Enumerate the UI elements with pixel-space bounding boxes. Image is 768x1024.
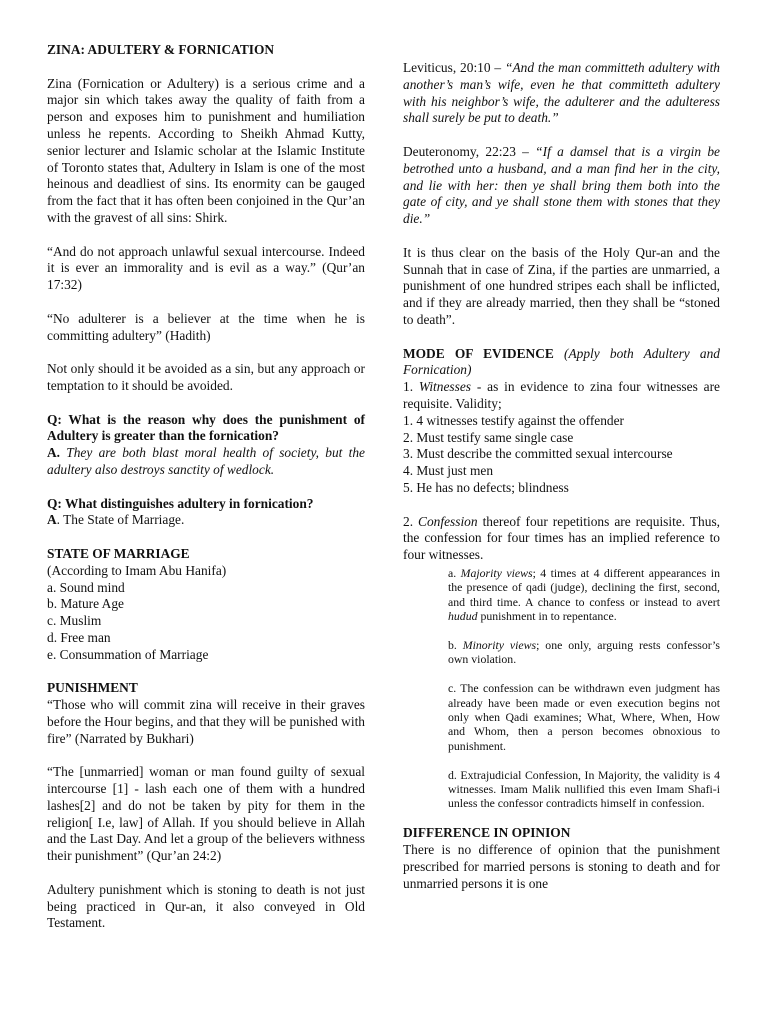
list-item: b. Mature Age bbox=[47, 596, 124, 612]
bukhari-quote: “Those who will commit zina will receive in their graves before the Hour begins, and that they will be punished with fire” (Narrated by Bukhari) bbox=[47, 697, 365, 746]
hadith-quote: “No adulterer is a believer at the time when he is committing adultery” (Hadith) bbox=[47, 310, 365, 343]
list-item: e. Consummation of Marriage bbox=[47, 646, 209, 662]
witnesses-paragraph: 1. Witnesses - as in evidence to zina four witnesses are requisite. Validity; bbox=[403, 379, 720, 411]
old-testament-paragraph: Adultery punishment which is stoning to death is not just being practiced in Qur-an, it also conveyed in Old Testament. bbox=[47, 881, 365, 931]
difference-in-opinion-heading: DIFFERENCE IN OPINION bbox=[403, 825, 571, 841]
list-item: 3. Must describe the committed sexual intercourse bbox=[403, 446, 673, 462]
list-item: 2. Must testify same single case bbox=[403, 429, 574, 445]
list-item: 1. 4 witnesses testify against the offender bbox=[403, 412, 625, 428]
answer-2: A. The State of Marriage. bbox=[47, 512, 185, 528]
difference-paragraph: There is no difference of opinion that the punishment prescribed for married persons is stoning to death and for unmarried persons it is one bbox=[403, 841, 720, 891]
punishment-heading: PUNISHMENT bbox=[47, 680, 138, 696]
list-item: a. Sound mind bbox=[47, 579, 125, 595]
left-column bbox=[47, 42, 365, 949]
withdrawal-point: c. The confession can be withdrawn even judgment has already have been made or even execution begins not only when Qadi examines; What, Where, When, How and Whom, then a person becomes obnoxious to punishment. bbox=[448, 681, 720, 753]
confession-paragraph: 2. Confession thereof four repetitions are requisite. Thus, the confession for four times has an implied reference to four witnesses. bbox=[403, 513, 721, 563]
document-title: ZINA: ADULTERY & FORNICATION bbox=[47, 42, 275, 57]
state-of-marriage-list bbox=[47, 580, 365, 664]
answer-1: A. They are both blast moral health of society, but the adultery also destroys sanctity of wedlock. bbox=[47, 445, 365, 477]
list-item: c. Muslim bbox=[47, 613, 102, 629]
question-1: Q: What is the reason why does the punishment of Adultery is greater than the fornication? bbox=[47, 411, 365, 444]
intro-paragraph: Zina (Fornication or Adultery) is a serious crime and a major sin which takes away the quality of faith from a person and exposes him to punishment and humiliation unless he repents. According to Sheikh Ahmad Kutty, senior lecturer and Islamic scholar at the Islamic Institute of Toronto states that, Adultery in Islam is one of the most heinous and deadliest of sins. Its enormity can be gauged from the fact that it has often been conjoined in the Qur’an with the gravest of all sins: Shirk. bbox=[47, 75, 365, 225]
list-item: 4. Must just men bbox=[403, 463, 494, 479]
confession-subpoints bbox=[448, 566, 720, 811]
majority-views: a. Majority views; 4 times at 4 different appearances in the presence of qadi (judge), declining the first, second, and third time. A chance to confess or instead to avert hudud punishment in to repentance. bbox=[448, 565, 720, 624]
question-2: Q: What distinguishes adultery in fornication? bbox=[47, 495, 314, 511]
right-column bbox=[403, 60, 720, 909]
state-of-marriage-subheading: (According to Imam Abu Hanifa) bbox=[47, 562, 227, 578]
state-of-marriage-heading: STATE OF MARRIAGE bbox=[47, 545, 190, 561]
avoidance-paragraph: Not only should it be avoided as a sin, but any approach or temptation to it should be avoided. bbox=[47, 361, 365, 393]
leviticus-quote: Leviticus, 20:10 – “And the man committeth adultery with another’s man’s wife, even he that committeth adultery with his neighbor’s wife, the adulterer and the adulteress shall surely be put to death.” bbox=[403, 60, 720, 126]
minority-views: b. Minority views; one only, arguing rests confessor’s own violation. bbox=[448, 637, 721, 667]
list-item: d. Free man bbox=[47, 629, 111, 645]
list-item: 5. He has no defects; blindness bbox=[403, 479, 569, 495]
mode-of-evidence-heading: MODE OF EVIDENCE (Apply both Adultery and Fornication) bbox=[403, 345, 720, 378]
extrajudicial-point: d. Extrajudicial Confession, In Majority, the validity is 4 witnesses. Imam Malik nullified this even Imam Shafi-i unless the confessor contradicts himself in confession. bbox=[448, 767, 720, 811]
quran-quote-17-32: “And do not approach unlawful sexual intercourse. Indeed it is ever an immorality and is evil as a way.” (Qur’an 17:32) bbox=[47, 243, 365, 293]
quran-quote-24-2: “The [unmarried] woman or man found guilty of sexual intercourse [1] - lash each one of them with a hundred lashes[2] and do not be taken by pity for them in the religion[ I.e, law] of Allah. If you should believe in Allah and the Last Day. And let a group of the believers withness their punishment” (Qur’an 24:2) bbox=[47, 764, 365, 864]
conclusion-paragraph: It is thus clear on the basis of the Holy Qur-an and the Sunnah that in case of Zina, if the parties are unmarried, a punishment of one hundred stripes each shall be inflicted, and if they are already married, then they shall be “stoned to death”. bbox=[403, 244, 720, 327]
deuteronomy-quote: Deuteronomy, 22:23 – “If a damsel that is a virgin be betrothed unto a husband, and a man find her in the city, and lie with her: then ye shall bring them both into the gate of city, and ye shall stone them with stones that they die.” bbox=[403, 143, 720, 227]
witnesses-list bbox=[403, 413, 720, 497]
